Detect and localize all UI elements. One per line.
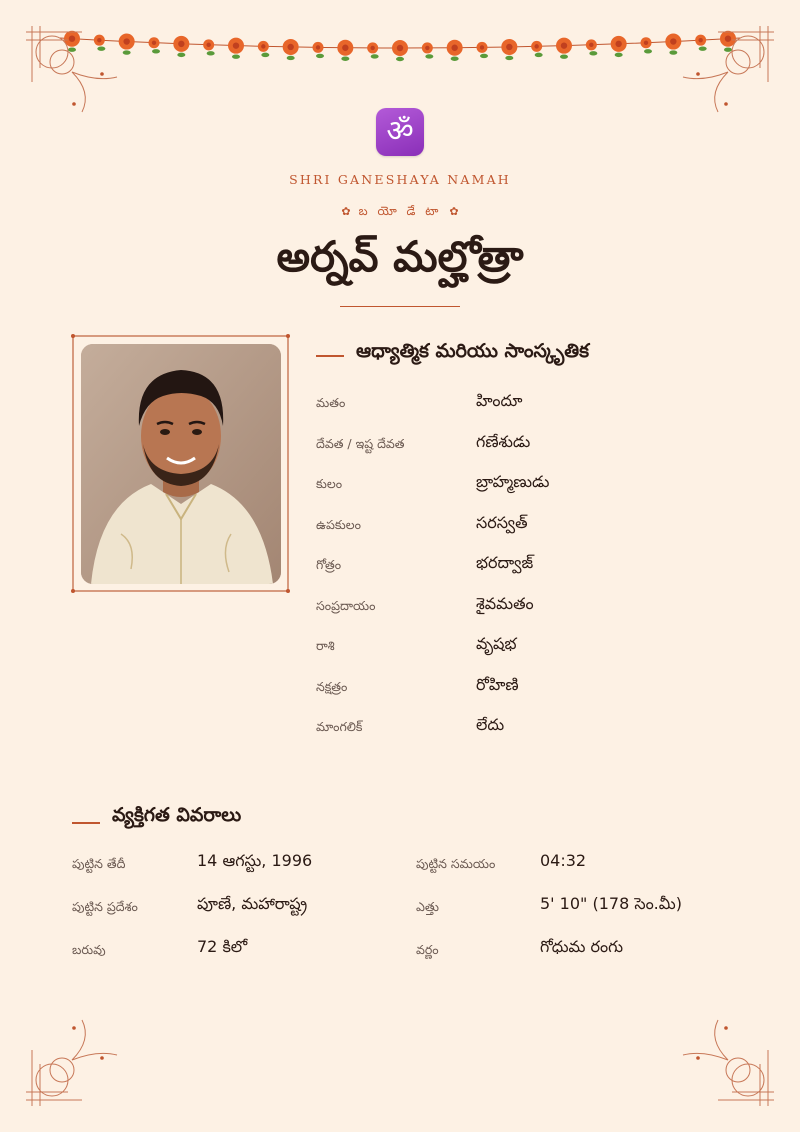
leaf-icon: [615, 53, 623, 57]
personal-value: గోధుమ రంగు: [540, 937, 624, 956]
marigold-center-icon: [233, 42, 239, 48]
marigold-center-icon: [342, 45, 348, 51]
marigold-center-icon: [178, 41, 184, 47]
personal-label: వర్ణం: [416, 942, 439, 957]
marigold-center-icon: [370, 46, 374, 50]
leaf-icon: [451, 57, 459, 61]
leaf-icon: [480, 54, 488, 58]
corner-ornament-top-left: [22, 22, 132, 132]
marigold-center-icon: [397, 45, 403, 51]
leaf-icon: [261, 53, 269, 57]
leaf-icon: [316, 54, 324, 58]
marigold-center-icon: [316, 45, 320, 49]
leaf-icon: [371, 54, 379, 58]
section-dash-spiritual: [316, 355, 344, 357]
invocation-text: SHRI GANESHAYA NAMAH: [289, 172, 511, 187]
corner-ornament-bottom-left: [22, 1000, 132, 1110]
marigold-center-icon: [425, 46, 429, 50]
spiritual-value: హిందూ: [476, 391, 523, 410]
flower-icon-left: ✿: [341, 205, 351, 218]
leaf-icon: [425, 54, 433, 58]
spiritual-value: సరస్వత్: [476, 512, 528, 532]
title-underline: [340, 306, 460, 307]
candidate-name: అర్నవ్ మల్హోత్రా: [276, 232, 524, 281]
personal-value: 5' 10" (178 సెం.మీ): [540, 894, 682, 913]
corner-ornament-top-right: [668, 22, 778, 132]
section-heading-spiritual: ఆధ్యాత్మిక మరియు సాంస్కృతిక: [356, 340, 590, 362]
spiritual-label: రాశి: [316, 638, 335, 653]
personal-value: 14 ఆగస్టు, 1996: [197, 851, 313, 870]
om-symbol-icon: [376, 108, 424, 156]
flower-icon-right: ✿: [449, 205, 459, 218]
corner-ornament-bottom-right: [668, 1000, 778, 1110]
marigold-center-icon: [261, 44, 265, 48]
leaf-icon: [152, 49, 160, 53]
leaf-icon: [560, 54, 568, 58]
personal-label: పుట్టిన తేదీ: [72, 856, 126, 871]
marigold-center-icon: [561, 42, 567, 48]
spiritual-label: మాంగలిక్: [316, 719, 363, 734]
spiritual-label: మతం: [316, 395, 346, 410]
personal-label: బరువు: [72, 942, 106, 957]
spiritual-value: భరద్వాజ్: [476, 553, 534, 572]
spiritual-value: శైవమతం: [476, 593, 534, 613]
om-symbol: ॐ: [386, 114, 414, 149]
personal-label: ఎత్తు: [416, 899, 439, 914]
spiritual-value: లేదు: [476, 715, 505, 734]
section-dash-personal: [72, 822, 100, 824]
leaf-icon: [177, 53, 185, 57]
personal-value: పూణే, మహారాష్ట్ర: [197, 894, 308, 913]
personal-label: పుట్టిన సమయం: [416, 856, 496, 871]
doc-type-label: బ యో డే టా: [358, 204, 442, 218]
spiritual-label: గోత్రం: [316, 557, 342, 572]
leaf-icon: [232, 54, 240, 58]
spiritual-value: బ్రాహ్మణుడు: [476, 472, 550, 491]
personal-value: 72 కిలో: [197, 937, 248, 956]
marigold-center-icon: [534, 44, 538, 48]
marigold-center-icon: [644, 41, 648, 45]
leaf-icon: [396, 57, 404, 61]
leaf-icon: [589, 51, 597, 55]
section-heading-personal: వ్యక్తిగత వివరాలు: [112, 804, 242, 826]
marigold-center-icon: [506, 44, 512, 50]
leaf-icon: [535, 53, 543, 57]
spiritual-value: వృషభ: [476, 634, 517, 653]
spiritual-label: ఉపకులం: [316, 516, 361, 532]
doc-type-row: [0, 204, 800, 221]
profile-photo: [81, 344, 281, 584]
personal-value: 04:32: [540, 851, 587, 870]
marigold-center-icon: [480, 45, 484, 49]
spiritual-value: గణేశుడు: [476, 431, 531, 451]
spiritual-label: కులం: [316, 476, 343, 491]
marigold-center-icon: [287, 44, 293, 50]
spiritual-label: దేవత / ఇష్ట దేవత: [316, 435, 405, 451]
marigold-center-icon: [451, 45, 457, 51]
marigold-center-icon: [615, 41, 621, 47]
spiritual-value: రోహిణి: [476, 674, 519, 694]
spiritual-label: నక్షత్రం: [316, 678, 348, 694]
leaf-icon: [287, 56, 295, 60]
leaf-icon: [341, 57, 349, 61]
person-portrait-icon: [81, 344, 281, 584]
personal-label: పుట్టిన ప్రదేశం: [72, 899, 138, 914]
leaf-icon: [207, 51, 215, 55]
marigold-center-icon: [589, 43, 593, 47]
marigold-center-icon: [206, 43, 210, 47]
marigold-center-icon: [152, 41, 156, 45]
leaf-icon: [644, 49, 652, 53]
leaf-icon: [505, 56, 513, 60]
spiritual-label: సంప్రదాయం: [316, 597, 376, 613]
